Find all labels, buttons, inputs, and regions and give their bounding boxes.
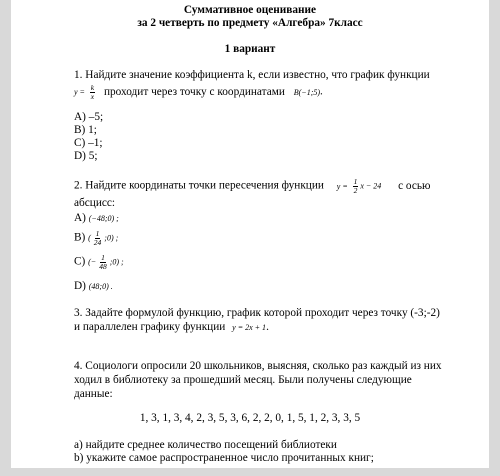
q2-option-d: D) (48;0) . — [74, 280, 113, 292]
q1-option-c: C) –1; — [74, 137, 103, 149]
q2-option-c: C) (− $\frac{1}{48}$ ;0) ; — [74, 253, 124, 271]
variant-heading: 1 вариант — [224, 43, 276, 55]
question-3-line2: и параллелен графику функции y = 2x + 1. — [74, 321, 269, 333]
question-4-line2: ходил в библиотеку за прошедший месяц. Были получены следующие — [74, 374, 412, 386]
page-frame-left — [0, 0, 11, 476]
document-subtitle: за 2 четверть по предмету «Алгебра» 7класс — [137, 17, 363, 29]
q1-point: B(−1;5) — [293, 87, 321, 97]
question-3-line1: 3. Задайте формулой функцию, график которой проходит через точку (-3;-2) — [74, 307, 440, 319]
question-4-line3: данные: — [74, 388, 113, 400]
q2-formula-fraction: $\frac{1}{2}$ — [353, 177, 358, 195]
q1-option-d: D) 5; — [74, 150, 98, 162]
page-frame-bottom — [0, 468, 500, 476]
question-4-line1: 4. Социологи опросили 20 школьников, выясняя, сколько раз каждый из них — [74, 360, 442, 372]
document-title: Суммативное оценивание — [183, 4, 317, 16]
question-1-text: 1. Найдите значение коэффициента k, если известно, что график функции — [74, 69, 430, 81]
q1-formula-lhs: y = — [74, 87, 85, 97]
q1-text-after: проходит через точку с координатами — [103, 85, 285, 98]
question-2-text: 2. Найдите координаты точки пересечения функции y = $\frac{1}{2}$ x − 24 с осью — [74, 177, 431, 195]
q1-formula-fraction: $\frac{k}{x}$ — [90, 83, 95, 101]
q3-formula: y = 2x + 1 — [232, 323, 267, 332]
page-frame-right — [489, 0, 500, 476]
question-4-item-a: a) найдите среднее количество посещений библиотеки — [74, 439, 337, 451]
question-2-line2: абсцисс: — [74, 197, 116, 209]
q1-option-b: B) 1; — [74, 124, 97, 136]
question-4-item-b: b) укажите самое распространенное число прочитанных книг; — [74, 452, 374, 464]
q2-option-a: A) (−48;0) ; — [74, 212, 119, 224]
question-1-formula-line: y = $\frac{k}{x}$ проходит через точку с координатами B(−1;5). — [74, 83, 323, 101]
q1-option-a: A) –5; — [74, 111, 104, 123]
question-4-data: 1, 3, 1, 3, 4, 2, 3, 5, 3, 6, 2, 2, 0, 1, 5, 1, 2, 3, 3, 5 — [139, 412, 361, 424]
q2-option-b: B) ( $\frac{1}{24}$ ;0) ; — [74, 229, 119, 247]
